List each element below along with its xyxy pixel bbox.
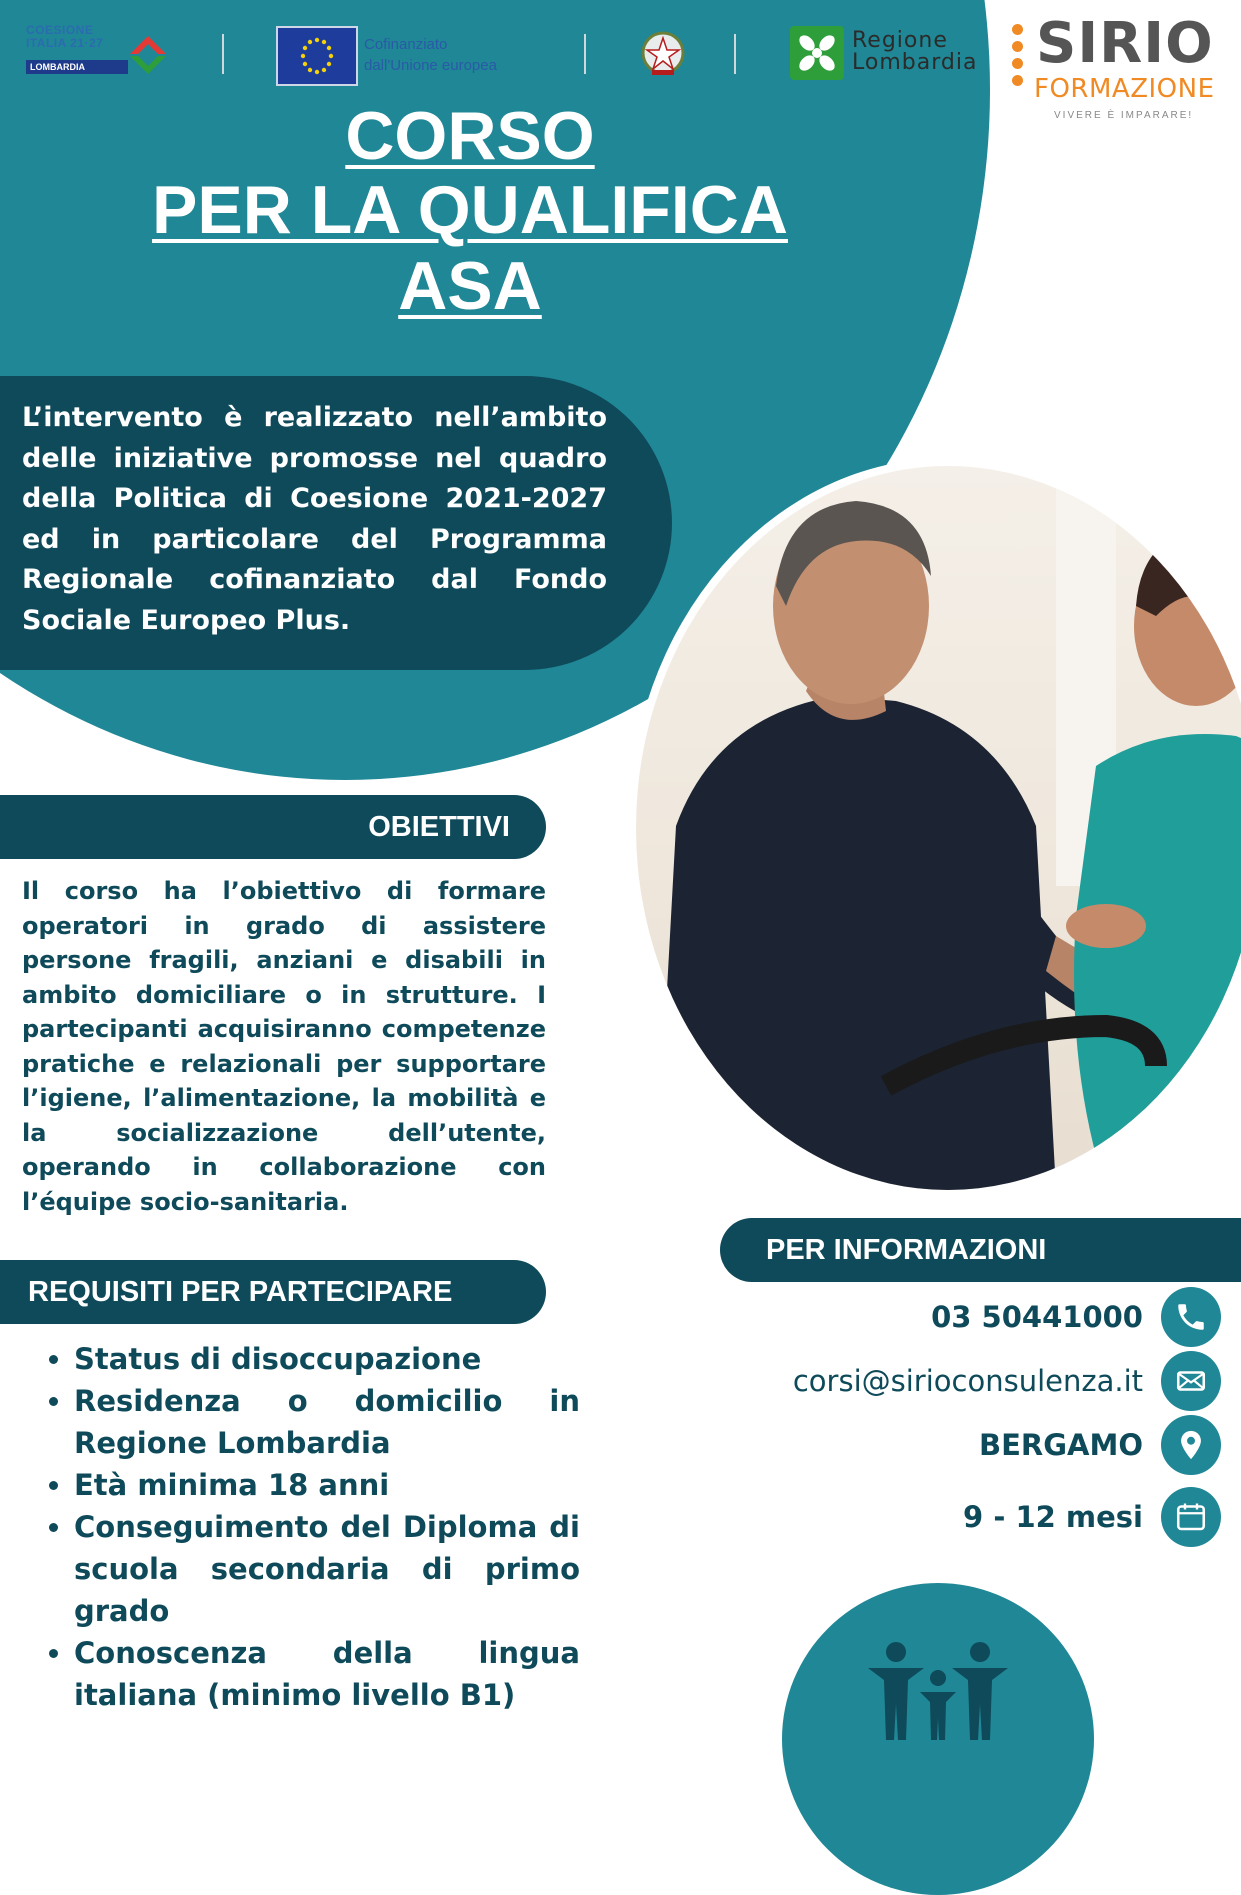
phone-number[interactable]: 03 50441000 xyxy=(931,1300,1143,1334)
email-row[interactable] xyxy=(793,1352,1221,1410)
sirio-dots-icon xyxy=(1012,24,1026,92)
eu-line1: Cofinanziato xyxy=(364,36,448,53)
regione-line2: Lombardia xyxy=(852,50,978,75)
calendar-icon xyxy=(1161,1487,1221,1547)
duration-row xyxy=(963,1488,1221,1546)
location-pin-icon xyxy=(1161,1415,1221,1475)
coesione-arrow-icon xyxy=(126,26,170,82)
sirio-word: SIRIO xyxy=(1036,11,1214,76)
obiettivi-header xyxy=(0,795,546,859)
sirio-tagline: VIVERE È IMPARARE! xyxy=(1054,110,1194,121)
eu-flag-icon xyxy=(276,26,358,86)
intro-text: L’intervento è realizzato nell’ambito delle iniziative promosse nel quadro della Politica di Coesione 2021-2027 ed in particolare del Programma Regionale cofinanziato dal Fondo Sociale Europeo Plus. xyxy=(22,402,607,636)
info-heading: PER INFORMAZIONI xyxy=(766,1234,1047,1266)
obiettivi-text: Il corso ha l’obiettivo di formare operatori in grado di assistere persone fragili, anziani e disabili in ambito domiciliare o in strutture. I partecipanti acquisiranno competenze pratiche e relazionali per supportare l’igiene, l’alimentazione, la mobilità e la socializzazione dell’utente, operando in collaborazione con l’équipe socio-sanitaria. xyxy=(22,877,546,1216)
requisiti-header xyxy=(0,1260,546,1324)
title-line-2: PER LA QUALIFICA xyxy=(152,172,788,248)
list-item: • Status di disoccupazione xyxy=(74,1338,580,1380)
regione-lombardia-label xyxy=(852,30,977,74)
coesione-italia-logo xyxy=(26,24,170,84)
requisiti-list xyxy=(40,1338,580,1716)
logo-separator xyxy=(222,34,224,74)
list-item: • Conoscenza della lingua italiana (minimo livello B1) xyxy=(74,1632,580,1716)
italian-republic-emblem-icon xyxy=(640,28,686,78)
info-header xyxy=(720,1218,1241,1282)
title-line-1: CORSO xyxy=(345,98,595,174)
sirio-formazione-logo xyxy=(1000,6,1241,126)
eu-cofinanced-label xyxy=(364,34,497,76)
location-text: BERGAMO xyxy=(978,1428,1143,1462)
coesione-line2: ITALIA 21·27 xyxy=(26,36,104,50)
phone-icon xyxy=(1161,1287,1221,1347)
people-icon xyxy=(868,1640,1008,1740)
email-address[interactable]: corsi@sirioconsulenza.it xyxy=(792,1364,1143,1398)
phone-row[interactable] xyxy=(931,1288,1221,1346)
list-item: • Età minima 18 anni xyxy=(74,1464,580,1506)
caregiver-photo xyxy=(636,466,1241,1190)
eu-line2: dall'Unione europea xyxy=(364,57,497,74)
list-item: • Residenza o domicilio in Regione Lombardia xyxy=(74,1380,580,1464)
coesione-line1: COESIONE xyxy=(26,23,94,37)
logo-separator xyxy=(584,34,586,74)
coesione-tag: LOMBARDIA xyxy=(26,60,128,74)
sirio-subtitle: FORMAZIONE xyxy=(1034,74,1215,104)
requisiti-heading: REQUISITI PER PARTECIPARE xyxy=(28,1276,453,1308)
title-line-3: ASA xyxy=(398,248,542,324)
duration-text: 9 - 12 mesi xyxy=(963,1500,1143,1534)
list-item: • Conseguimento del Diploma di scuola secondaria di primo grado xyxy=(74,1506,580,1632)
logo-separator xyxy=(734,34,736,74)
regione-line1: Regione xyxy=(852,28,948,53)
location-row xyxy=(979,1416,1221,1474)
regione-lombardia-icon xyxy=(790,26,844,80)
envelope-icon xyxy=(1161,1351,1221,1411)
obiettivi-heading: OBIETTIVI xyxy=(368,811,510,843)
photo-frame xyxy=(628,458,1241,1198)
